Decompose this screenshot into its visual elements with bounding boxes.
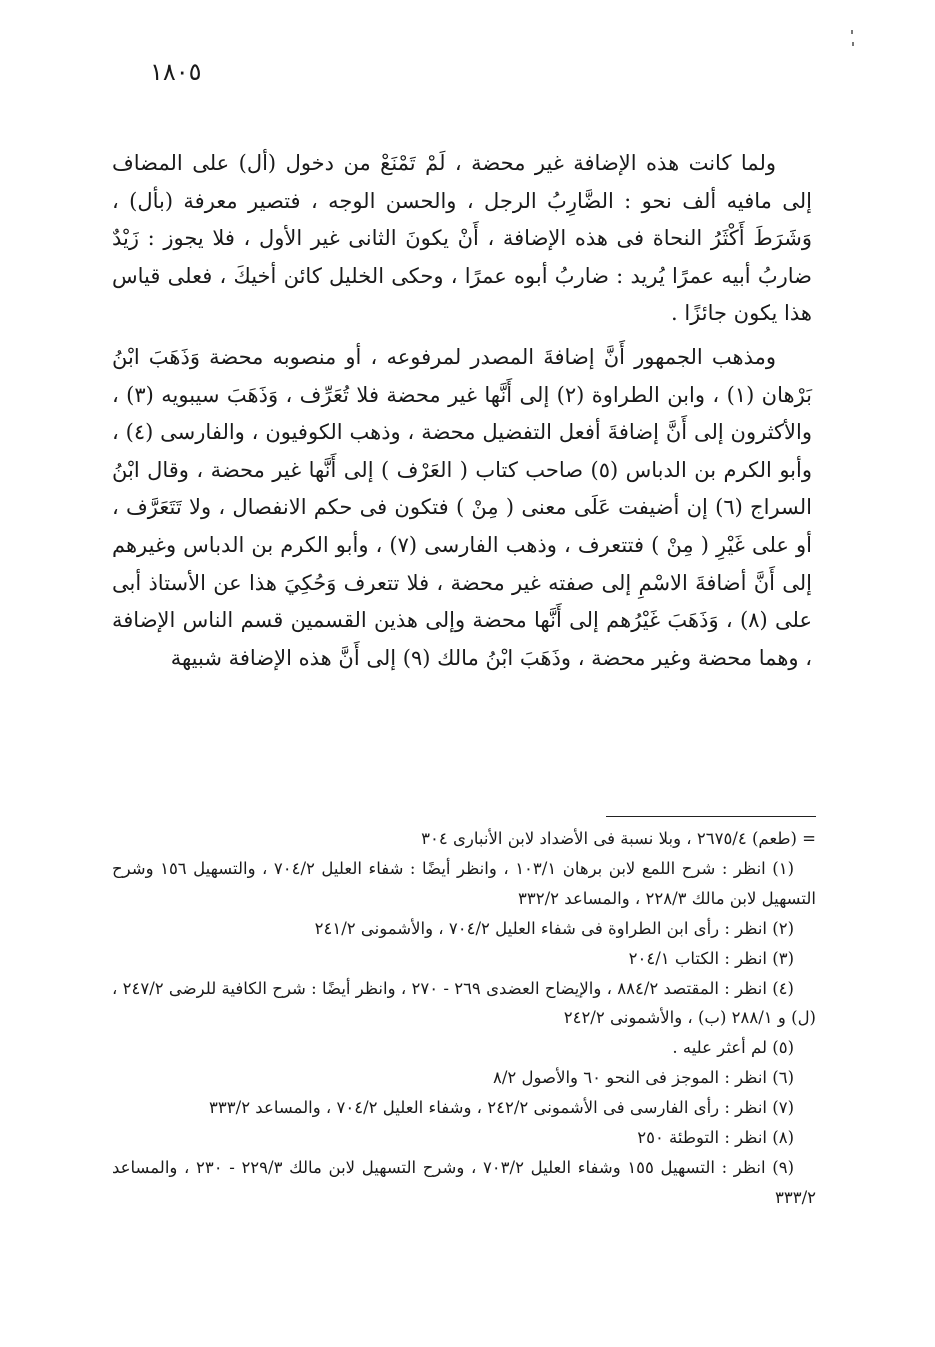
paragraph: ومذهب الجمهور أَنَّ إضافةَ المصدر لمرفوعه ، أو منصوبه محضة وَذَهَبَ ابْنُ بَرْهان (١) ، وابن الطراوة (٢) إلى أَنَّها غير محضة فلا تُعَرِّف ، وَذَهَبَ سيبويه (٣) ، والأكثرون إلى أَنَّ إضافةَ أفعل التفضيل محضة ، وذهب الكوفيون ، والفارسى (٤) ، وأبو الكرم بن الدباس (٥) صاحب كتاب ( العَرْف ) إلى أَنَّها غير محضة ، وقال ابْنُ السراج (٦) إن أضيفت عَلَى معنى ( مِنْ ) فتكون فى حكم الانفصال ، ولا تَتَعَرَّف ، أو على غَيْرِ ( مِنْ ) فتتعرف ، وذهب الفارسى (٧) ، وأبو الكرم بن الدباس وغيرهم إلى أَنَّ أضافةَ الاسْمِ إلى صفته غير محضة ، فلا تتعرف وَحُكِيَ هذا عن الأستاذ أبى على (٨) ، وَذَهَبَ غَيْرُهم إلى أَنَّها محضة وإلى هذين القسمين قسم الناس الإضافة ، وهما محضة وغير محضة ، وذَهَبَ ابْنُ مالك (٩) إلى أَنَّ هذه الإضافة شبيهة bbox=[112, 344, 813, 670]
footnotes bbox=[112, 824, 816, 1213]
page-number: ١٨٠٥ bbox=[150, 58, 202, 86]
footnote-5: (٥) لم أعثر عليه . bbox=[672, 1038, 794, 1058]
scan-speck bbox=[852, 42, 854, 46]
footnote-1: (١) انظر : شرح اللمع لابن برهان ١٠٣/١ ، وانظر أيضًا : شفاء العليل ٧٠٤/٢ ، والتسهيل ١٥٦ وشرح التسهيل لابن مالك ٢٢٨/٣ ، والمساعد ٣٣٢/٢ bbox=[112, 858, 816, 908]
footnote-7: (٧) انظر : رأى الفارسى فى الأشمونى ٢٤٢/٢ ، وشفاء العليل ٧٠٤/٢ ، والمساعد ٣٣٣/٢ bbox=[209, 1098, 794, 1118]
footnote-8: (٨) انظر : التوطئة ٢٥٠ bbox=[637, 1128, 794, 1148]
scan-speck bbox=[851, 30, 853, 34]
footnote-2: (٢) انظر : رأى ابن الطراوة فى شفاء العليل ٧٠٤/٢ ، والأشمونى ٢٤١/٢ bbox=[314, 918, 794, 938]
main-text bbox=[112, 145, 812, 677]
paragraph: ولما كانت هذه الإضافة غير محضة ، لَمْ تَمْنَعْ من دخول (أل) على المضاف إلى مافيه ألف نحو : الضَّارِبُ الرجل ، والحسن الوجه ، فتصير معرفة (بأل) ، وَشَرَطَ أَكْثَرُ النحاة فى هذه الإضافة ، أَنْ يكونَ الثانى غير الأول ، فلا يجوز : زَيْدٌ ضاربُ أبيه عمرًا يُريد : ضاربُ أبوه عمرًا ، وحكى الخليل كائن أخيكَ ، فعلى قياس هذا يكون جائزًا . bbox=[112, 151, 812, 326]
footnote-9: (٩) انظر : التسهيل ١٥٥ وشفاء العليل ٧٠٣/٢ ، وشرح التسهيل لابن مالك ٢٢٩/٣ - ٢٣٠ ، والمساعد ٣٣٣/٢ bbox=[112, 1157, 816, 1207]
footnote-separator bbox=[606, 816, 816, 817]
footnote-continuation: = (طعم) ٢٦٧٥/٤ ، وبلا نسبة فى الأضداد لابن الأنبارى ٣٠٤ bbox=[421, 829, 816, 848]
footnote-4: (٤) انظر : المقتصد ٨٨٤/٢ ، والإيضاح العضدى ٢٦٩ - ٢٧٠ ، وانظر أيضًا : شرح الكافية للرضى ٢٤٧/٢ ، (ل) و ٢٨٨/١ (ب) ، والأشمونى ٢٤٢/٢ bbox=[112, 978, 816, 1028]
footnote-3: (٣) انظر : الكتاب ٢٠٤/١ bbox=[628, 948, 794, 968]
footnote-6: (٦) انظر : الموجز فى النحو ٦٠ والأصول ٨/٢ bbox=[493, 1068, 794, 1088]
